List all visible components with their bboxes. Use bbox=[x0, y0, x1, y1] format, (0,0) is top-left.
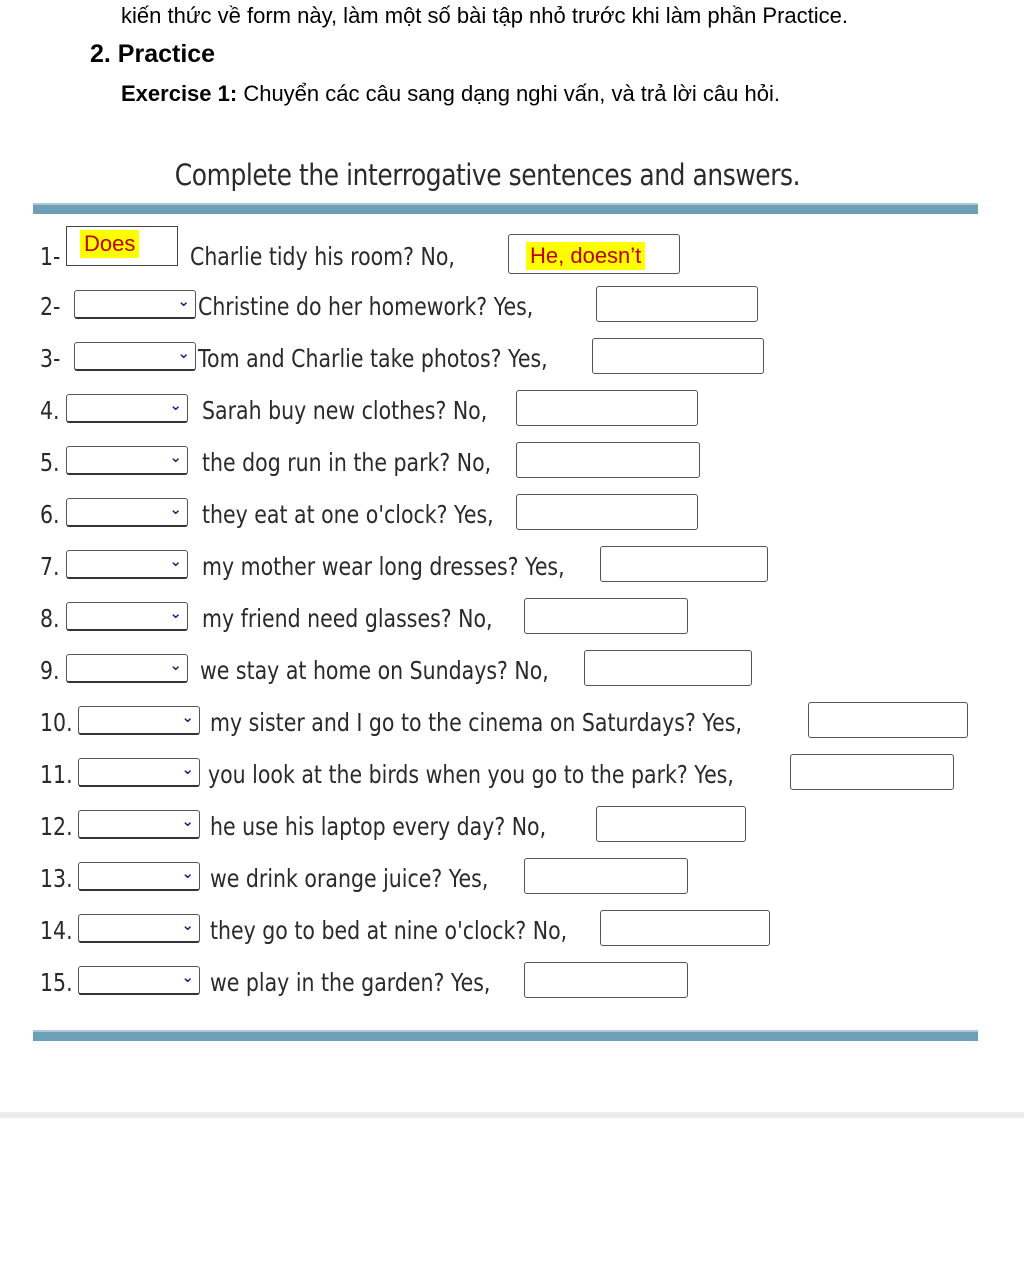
bottom-divider bbox=[33, 1030, 978, 1041]
exercise-instruction bbox=[121, 81, 780, 107]
question-number: 9. bbox=[40, 656, 60, 685]
worksheet-title: Complete the interrogative sentences and answers. bbox=[174, 158, 801, 192]
exercise-text: Chuyển các câu sang dạng nghi vấn, và trả lời câu hỏi. bbox=[237, 81, 780, 106]
question-row-8 bbox=[40, 602, 740, 642]
chevron-down-icon: ⌄ bbox=[181, 916, 194, 934]
answer-field[interactable] bbox=[524, 598, 688, 634]
page-footer-band bbox=[0, 1112, 1024, 1118]
question-text: Tom and Charlie take photos? Yes, bbox=[198, 344, 548, 373]
answer-field[interactable] bbox=[592, 338, 764, 374]
chevron-down-icon: ⌄ bbox=[169, 604, 182, 622]
question-number: 14. bbox=[40, 916, 73, 945]
answer-field[interactable] bbox=[596, 286, 758, 322]
question-text: we drink orange juice? Yes, bbox=[210, 864, 489, 893]
question-row-12 bbox=[40, 810, 760, 850]
filled-verb: Does bbox=[80, 230, 139, 258]
chevron-down-icon: ⌄ bbox=[181, 760, 194, 778]
question-number: 4. bbox=[40, 396, 60, 425]
verb-dropdown[interactable] bbox=[78, 810, 200, 839]
chevron-down-icon: ⌄ bbox=[169, 396, 182, 414]
question-text: the dog run in the park? No, bbox=[202, 448, 492, 477]
question-text: my sister and I go to the cinema on Saturdays? Yes, bbox=[210, 708, 742, 737]
answer-field[interactable] bbox=[516, 494, 698, 530]
verb-dropdown[interactable] bbox=[78, 862, 200, 891]
question-number: 15. bbox=[40, 968, 73, 997]
question-row-3 bbox=[40, 342, 800, 382]
question-text: they eat at one o'clock? Yes, bbox=[202, 500, 494, 529]
question-number: 2- bbox=[40, 292, 61, 321]
filled-answer: He, doesn’t bbox=[526, 242, 645, 270]
chevron-down-icon: ⌄ bbox=[181, 968, 194, 986]
question-row-10 bbox=[40, 706, 980, 746]
question-number: 10. bbox=[40, 708, 73, 737]
section-title: 2. Practice bbox=[90, 40, 216, 68]
verb-dropdown[interactable] bbox=[78, 914, 200, 943]
intro-text: kiến thức về form này, làm một số bài tập nhỏ trước khi làm phần Practice. bbox=[121, 3, 848, 28]
question-row-7 bbox=[40, 550, 780, 590]
answer-field[interactable] bbox=[790, 754, 954, 790]
answer-field[interactable] bbox=[524, 858, 688, 894]
question-number: 6. bbox=[40, 500, 60, 529]
verb-dropdown[interactable] bbox=[78, 966, 200, 995]
question-number: 11. bbox=[40, 760, 73, 789]
verb-dropdown[interactable] bbox=[66, 602, 188, 631]
question-text: you look at the birds when you go to the park? Yes, bbox=[208, 760, 734, 789]
chevron-down-icon: ⌄ bbox=[169, 500, 182, 518]
question-text: Sarah buy new clothes? No, bbox=[202, 396, 488, 425]
question-number: 7. bbox=[40, 552, 60, 581]
question-text: we play in the garden? Yes, bbox=[210, 968, 491, 997]
question-row-9 bbox=[40, 654, 760, 694]
chevron-down-icon: ⌄ bbox=[177, 344, 190, 362]
question-text: we stay at home on Sundays? No, bbox=[200, 656, 549, 685]
exercise-label: Exercise 1: bbox=[121, 81, 238, 106]
top-divider bbox=[33, 203, 978, 214]
verb-dropdown[interactable] bbox=[74, 290, 196, 319]
question-text: Charlie tidy his room? No, bbox=[190, 242, 455, 271]
answer-field[interactable] bbox=[808, 702, 968, 738]
verb-dropdown[interactable] bbox=[66, 394, 188, 423]
question-number: 8. bbox=[40, 604, 60, 633]
answer-field[interactable] bbox=[516, 442, 700, 478]
verb-dropdown[interactable] bbox=[74, 342, 196, 371]
verb-dropdown[interactable] bbox=[66, 654, 188, 683]
question-row-13 bbox=[40, 862, 720, 902]
question-number: 1- bbox=[40, 242, 61, 271]
worksheet-image bbox=[0, 140, 1024, 1040]
question-row-4 bbox=[40, 394, 740, 434]
question-text: my mother wear long dresses? Yes, bbox=[202, 552, 565, 581]
question-number: 13. bbox=[40, 864, 73, 893]
chevron-down-icon: ⌄ bbox=[169, 656, 182, 674]
question-row-14 bbox=[40, 914, 780, 954]
question-number: 3- bbox=[40, 344, 61, 373]
verb-dropdown[interactable] bbox=[66, 446, 188, 475]
question-text: my friend need glasses? No, bbox=[202, 604, 493, 633]
answer-field[interactable] bbox=[516, 390, 698, 426]
answer-field[interactable] bbox=[524, 962, 688, 998]
question-text: he use his laptop every day? No, bbox=[210, 812, 547, 841]
chevron-down-icon: ⌄ bbox=[181, 708, 194, 726]
question-row-1 bbox=[40, 231, 740, 280]
answer-field[interactable] bbox=[596, 806, 746, 842]
chevron-down-icon: ⌄ bbox=[181, 812, 194, 830]
question-number: 12. bbox=[40, 812, 73, 841]
question-row-11 bbox=[40, 758, 980, 798]
chevron-down-icon: ⌄ bbox=[177, 292, 190, 310]
question-row-15 bbox=[40, 966, 720, 1006]
verb-dropdown[interactable] bbox=[78, 706, 200, 735]
question-row-5 bbox=[40, 446, 740, 486]
question-row-6 bbox=[40, 498, 740, 538]
question-text: Christine do her homework? Yes, bbox=[198, 292, 534, 321]
chevron-down-icon: ⌄ bbox=[181, 864, 194, 882]
question-text: they go to bed at nine o'clock? No, bbox=[210, 916, 568, 945]
chevron-down-icon: ⌄ bbox=[169, 552, 182, 570]
question-number: 5. bbox=[40, 448, 60, 477]
answer-field[interactable] bbox=[584, 650, 752, 686]
answer-field[interactable] bbox=[600, 910, 770, 946]
answer-field[interactable] bbox=[600, 546, 768, 582]
verb-dropdown[interactable] bbox=[66, 498, 188, 527]
verb-dropdown[interactable] bbox=[78, 758, 200, 787]
verb-dropdown[interactable] bbox=[66, 550, 188, 579]
question-row-2 bbox=[40, 290, 800, 330]
chevron-down-icon: ⌄ bbox=[169, 448, 182, 466]
